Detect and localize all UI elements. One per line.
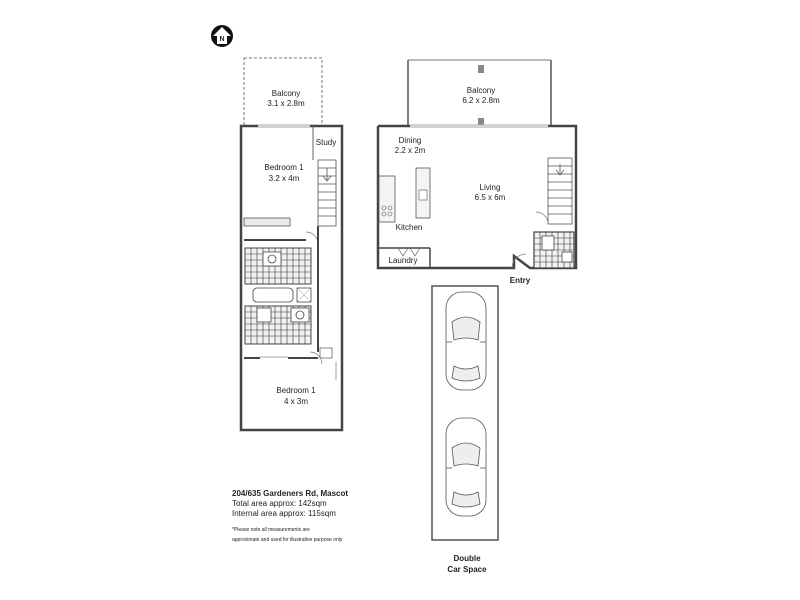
lower-staircase [548, 158, 572, 224]
powder-room [534, 232, 574, 268]
dining-size: 2.2 x 2m [394, 146, 426, 155]
dining-label: Dining [398, 136, 422, 145]
svg-text:N: N [219, 36, 225, 43]
upper-balcony-size: 3.1 x 2.8m [267, 99, 305, 108]
property-info [232, 488, 382, 545]
bedroom-bottom-label: Bedroom 1 [276, 386, 316, 395]
north-compass-icon [211, 25, 233, 47]
wardrobe [244, 218, 290, 226]
parking-label-line1: Double [453, 554, 481, 563]
car-icon [446, 292, 486, 390]
lower-balcony-size: 6.2 x 2.8m [462, 96, 500, 105]
car-icon [446, 418, 486, 516]
kitchen-counter [379, 176, 395, 222]
address: 204/635 Gardeners Rd, Mascot [232, 489, 349, 498]
total-area: Total area approx: 142sqm [232, 499, 327, 508]
living-label: Living [479, 183, 501, 192]
bedroom-bottom-size: 4 x 3m [283, 397, 309, 406]
internal-area: Internal area approx: 115sqm [232, 509, 336, 518]
bedroom-top-size: 3.2 x 4m [268, 174, 300, 183]
disclaimer-note [232, 525, 382, 545]
upper-staircase [318, 160, 336, 226]
upper-level-plan [241, 58, 342, 430]
study-label: Study [315, 138, 337, 147]
living-size: 6.5 x 6m [474, 193, 506, 202]
bathroom-2 [245, 306, 311, 344]
kitchen-label: Kitchen [395, 223, 423, 232]
disclaimer-line-2: approximate and used for illustrative purpose only [232, 537, 343, 543]
lower-balcony-label: Balcony [466, 86, 496, 95]
bathroom-1 [245, 248, 311, 302]
laundry-label: Laundry [388, 256, 418, 265]
parking-label-line2: Car Space [447, 565, 487, 574]
entry-label: Entry [509, 276, 531, 285]
parking-area [432, 286, 498, 540]
disclaimer-line-1: *Please note all measurements are [232, 527, 310, 533]
bedroom-top-label: Bedroom 1 [264, 163, 304, 172]
upper-balcony-label: Balcony [271, 89, 301, 98]
